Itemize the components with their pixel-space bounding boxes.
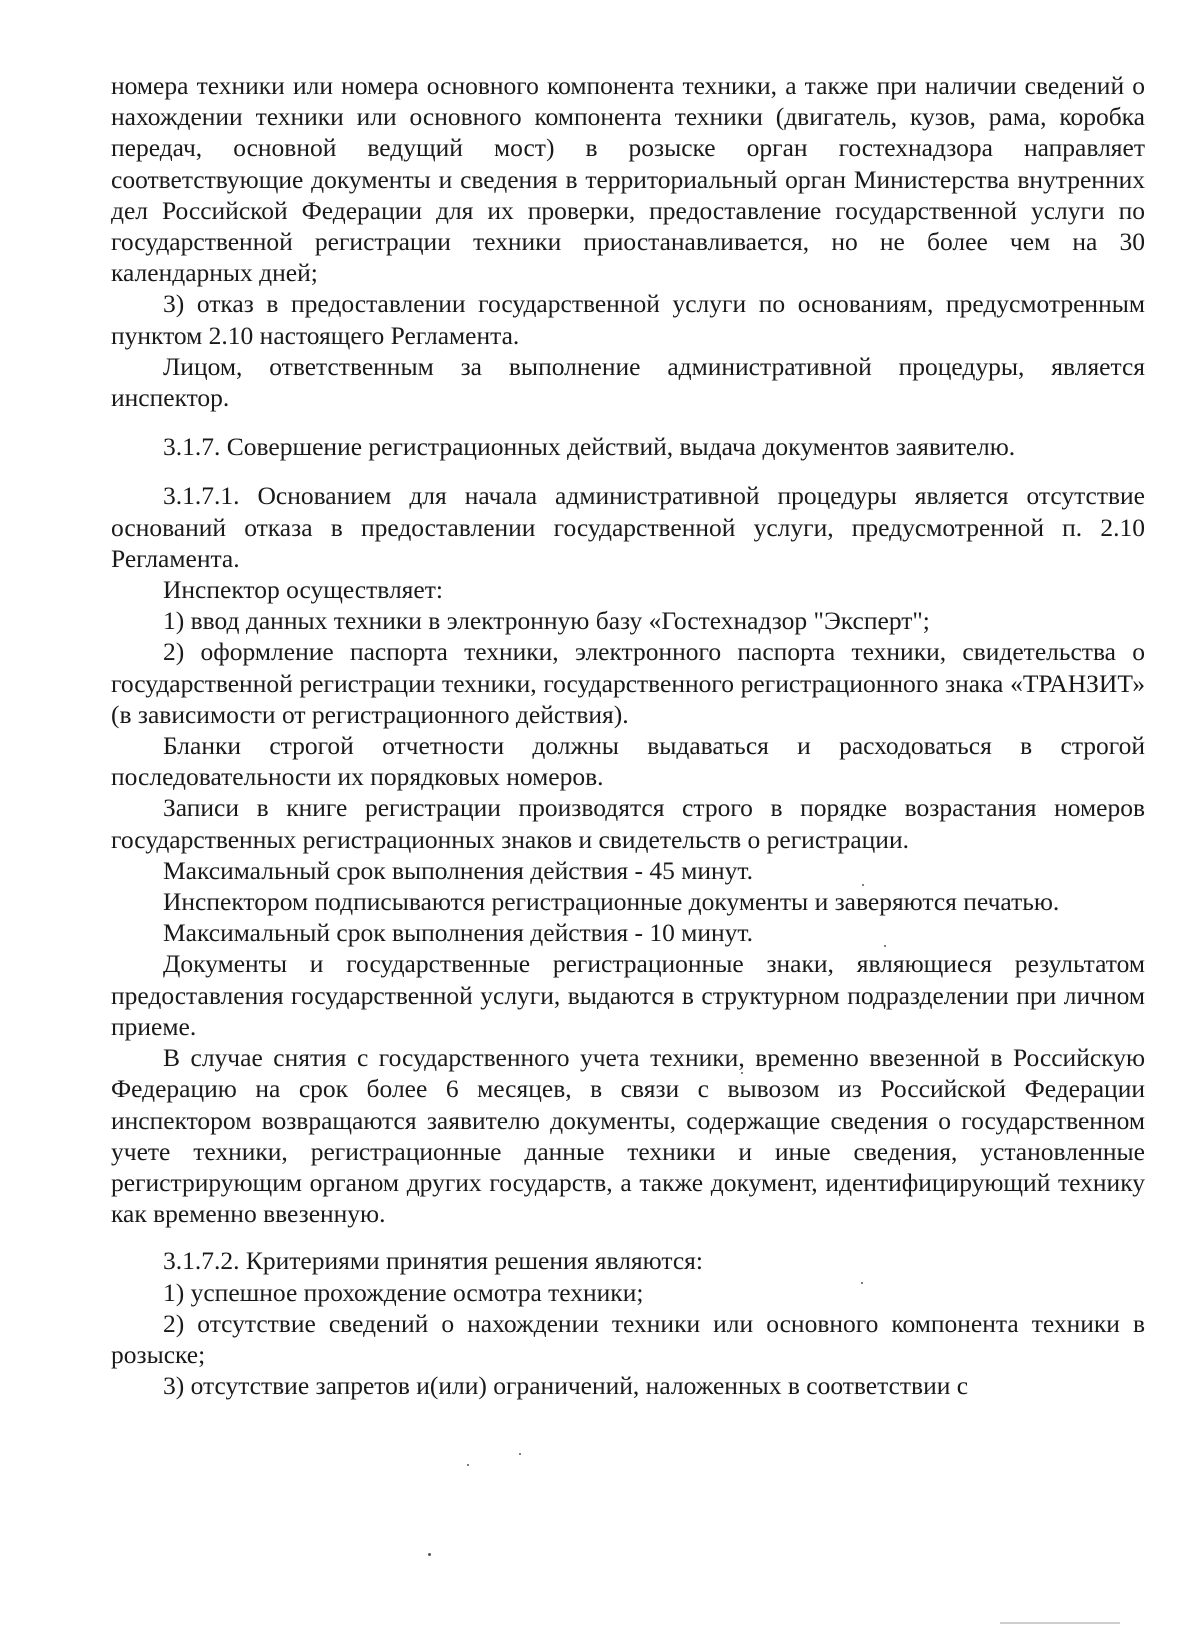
scan-speck [862, 884, 864, 886]
list-item-documents: 2) оформление паспорта техники, электронного паспорта техники, свидетельства о государственной регистрации техники, государственного регистрационного знака «ТРАНЗИТ» (в зависимости от регистрационного действия). [111, 637, 1145, 729]
scan-speck [741, 1072, 743, 1074]
paragraph-forms: Бланки строгой отчетности должны выдаваться и расходоваться в строгой последовательности их порядковых номеров. [111, 731, 1145, 792]
scan-edge-mark [1000, 1622, 1120, 1624]
list-item-inspection: 1) успешное прохождение осмотра техники; [163, 1277, 644, 1307]
paragraph-signing: Инспектором подписываются регистрационные документы и заверяются печатью. [163, 887, 1060, 917]
paragraph-3-1-7-1: 3.1.7.1. Основанием для начала административной процедуры является отсутствие оснований отказа в предоставлении государственной услуги, предусмотренной п. 2.10 Регламента. [111, 481, 1145, 573]
paragraph-issuance: Документы и государственные регистрационные знаки, являющиеся результатом предоставления государственной услуги, выдаются в структурном подразделении при личном приеме. [111, 949, 1145, 1041]
scan-speck [861, 1282, 863, 1284]
paragraph-responsible-person: Лицом, ответственным за выполнение административной процедуры, является инспектор. [111, 351, 1145, 413]
list-item-no-search: 2) отсутствие сведений о нахождении техники или основного компонента техники в розыске; [111, 1308, 1145, 1369]
paragraph-refusal-item: 3) отказ в предоставлении государственной услуги по основаниям, предусмотренным пунктом 2.10 настоящего Регламента. [111, 289, 1145, 350]
scan-speck [884, 945, 886, 947]
paragraph-inspector-does: Инспектор осуществляет: [163, 575, 443, 605]
paragraph-registry-book: Записи в книге регистрации производятся строго в порядке возрастания номеров государственных регистрационных знаков и свидетельств о регистрации. [111, 793, 1145, 854]
paragraph-max-time-10: Максимальный срок выполнения действия - 10 минут. [163, 918, 753, 948]
paragraph-max-time-45: Максимальный срок выполнения действия - 45 минут. [163, 855, 753, 885]
document-body [111, 70, 1145, 1401]
section-heading-3-1-7-2: 3.1.7.2. Критериями принятия решения являются: [163, 1246, 703, 1276]
list-item-no-restrictions: 3) отсутствие запретов и(или) ограничений, наложенных в соответствии с [163, 1371, 969, 1401]
paragraph-continuation: номера техники или номера основного компонента техники, а также при наличии сведений о нахождении техники или основного компонента техники (двигатель, кузов, рама, коробка передач, основной ведущий мост) в розыске орган гостехнадзора направляет соответствующие документы и сведения в территориальный орган Министерства внутренних дел Российской Федерации для их проверки, предоставление государственной услуги по государственной регистрации техники приостанавливается, но не более чем на 30 календарных дней; [111, 71, 1145, 288]
paragraph-deregistration: В случае снятия с государственного учета техники, временно ввезенной в Российскую Федерацию на срок более 6 месяцев, в связи с вывозом из Российской Федерации инспектором возвращаются заявителю документы, содержащие сведения о государственном учете техники, регистрационные данные техники и иные сведения, установленные регистрирующим органом других государств, а также документ, идентифицирующий технику как временно ввезенную. [111, 1043, 1145, 1229]
scan-speck [519, 1453, 521, 1455]
list-item-data-entry: 1) ввод данных техники в электронную базу «Гостехнадзор "Эксперт"; [163, 606, 930, 636]
scan-speck [428, 1553, 431, 1556]
scan-speck [467, 1464, 469, 1466]
section-heading-3-1-7: 3.1.7. Совершение регистрационных действий, выдача документов заявителю. [163, 432, 1016, 462]
